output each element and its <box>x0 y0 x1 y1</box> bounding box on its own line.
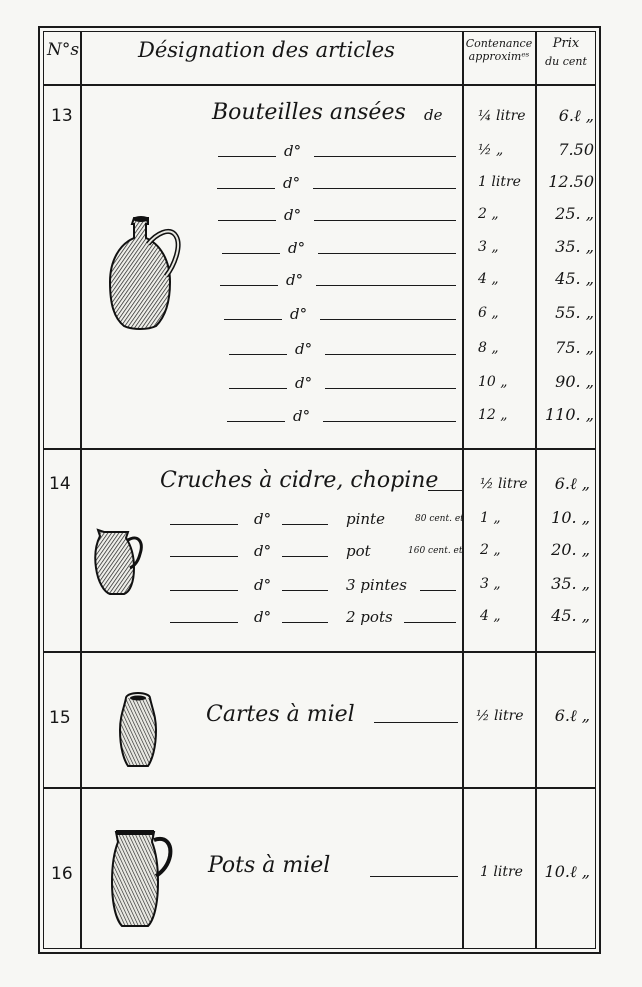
leader-line <box>170 556 238 557</box>
price-cell: 45. „ <box>551 606 590 625</box>
leader-line <box>224 319 282 320</box>
capacity-cell: 10 „ <box>478 374 508 390</box>
ditto-mark: d° <box>284 206 302 224</box>
capacity-cell: 4 „ <box>480 608 501 624</box>
jug-with-handle-icon <box>104 214 186 332</box>
capacity-cell: 3 „ <box>478 239 499 255</box>
leader-line <box>314 220 456 221</box>
price-cell: 35. „ <box>551 574 590 593</box>
price-cell: 25. „ <box>555 204 594 223</box>
ditto-mark: d° <box>290 305 308 323</box>
capacity-15: ½ litre <box>476 708 524 724</box>
price-cell: 35. „ <box>555 237 594 256</box>
variant-note: 80 cent. et <box>415 514 464 524</box>
leader-line <box>229 354 287 355</box>
section-title-16: Pots à miel <box>208 853 331 878</box>
leader-line <box>218 156 276 157</box>
leader-line <box>313 188 456 189</box>
price-cell: 20. „ <box>551 540 590 559</box>
section-title-14: Cruches à cidre, chopine <box>160 468 439 493</box>
leader-line <box>323 421 456 422</box>
capacity-cell: 2 „ <box>480 542 501 558</box>
ditto-mark: d° <box>295 340 313 358</box>
price-16: 10.ℓ „ <box>544 862 590 881</box>
honey-jar-icon <box>118 690 158 772</box>
capacity-cell: 1 litre <box>478 174 521 190</box>
header-designation: Désignation des articles <box>138 38 395 62</box>
capacity-cell: ½ litre <box>480 476 528 492</box>
price-cell: 45. „ <box>555 269 594 288</box>
section-number-15: 15 <box>49 708 71 728</box>
ditto-mark: d° <box>293 407 311 425</box>
capacity-cell: ½ „ <box>478 142 504 158</box>
section-rule-15 <box>43 787 596 789</box>
section-rule-14 <box>43 651 596 653</box>
section-number-13: 13 <box>51 106 73 126</box>
section-title-suffix-13: de <box>424 106 443 124</box>
leader-line <box>404 622 456 623</box>
small-pitcher-icon <box>94 526 148 596</box>
price-cell: 75. „ <box>555 338 594 357</box>
leader-line <box>170 622 238 623</box>
ditto-mark: d° <box>254 510 272 528</box>
section-title-15: Cartes à miel <box>206 702 355 727</box>
leader-line <box>420 590 456 591</box>
header-prix: Prix du cent <box>545 36 587 68</box>
capacity-cell: 12 „ <box>478 407 508 423</box>
leader-line <box>222 253 280 254</box>
price-cell: 90. „ <box>555 372 594 391</box>
leader-line <box>374 722 458 723</box>
variant-label: 2 pots <box>346 608 393 626</box>
leader-line <box>370 876 458 877</box>
price-cell: 7.50 <box>558 140 594 159</box>
column-divider-contenance <box>535 31 537 949</box>
ditto-mark: d° <box>284 142 302 160</box>
price-cell: 6.ℓ „ <box>554 474 590 493</box>
price-cell: 110. „ <box>545 405 594 424</box>
section-number-16: 16 <box>51 864 73 884</box>
leader-line <box>314 156 456 157</box>
leader-line <box>170 590 238 591</box>
header-number: N°s <box>47 40 80 60</box>
honey-pot-icon <box>108 826 178 930</box>
section-title-13: Bouteilles ansées <box>212 100 406 125</box>
leader-line <box>217 188 275 189</box>
price-15: 6.ℓ „ <box>554 706 590 725</box>
ditto-mark: d° <box>254 608 272 626</box>
leader-line <box>428 490 462 491</box>
leader-line <box>229 388 287 389</box>
capacity-cell: 1 „ <box>480 510 501 526</box>
leader-line <box>218 220 276 221</box>
header-contenance: Contenance approximᵉˢ <box>465 37 533 63</box>
variant-label: 3 pintes <box>346 576 407 594</box>
leader-line <box>282 556 328 557</box>
column-divider-designation <box>462 31 464 949</box>
column-divider-number <box>80 31 82 949</box>
ditto-mark: d° <box>295 374 313 392</box>
ditto-mark: d° <box>254 576 272 594</box>
leader-line <box>325 388 456 389</box>
leader-line <box>318 253 456 254</box>
variant-note: 160 cent. et <box>408 546 463 556</box>
leader-line <box>325 354 456 355</box>
ditto-mark: d° <box>283 174 301 192</box>
ditto-mark: d° <box>286 271 304 289</box>
capacity-cell: 6 „ <box>478 305 499 321</box>
ditto-mark: d° <box>254 542 272 560</box>
header-rule <box>43 84 596 86</box>
leader-line <box>282 590 328 591</box>
leader-line <box>227 421 285 422</box>
variant-label: pinte <box>346 510 385 528</box>
leader-line <box>316 285 456 286</box>
capacity-cell: 3 „ <box>480 576 501 592</box>
capacity-cell: ¼ litre <box>478 108 526 124</box>
leader-line <box>282 622 328 623</box>
variant-label: pot <box>346 542 371 560</box>
leader-line <box>320 319 456 320</box>
price-cell: 6.ℓ „ <box>558 106 594 125</box>
price-cell: 12.50 <box>548 172 594 191</box>
capacity-cell: 2 „ <box>478 206 499 222</box>
section-rule-13 <box>43 448 596 450</box>
leader-line <box>282 524 328 525</box>
ditto-mark: d° <box>288 239 306 257</box>
capacity-cell: 8 „ <box>478 340 499 356</box>
leader-line <box>170 524 238 525</box>
capacity-16: 1 litre <box>480 864 523 880</box>
price-cell: 55. „ <box>555 303 594 322</box>
section-number-14: 14 <box>49 474 71 494</box>
capacity-cell: 4 „ <box>478 271 499 287</box>
price-cell: 10. „ <box>551 508 590 527</box>
leader-line <box>220 285 278 286</box>
